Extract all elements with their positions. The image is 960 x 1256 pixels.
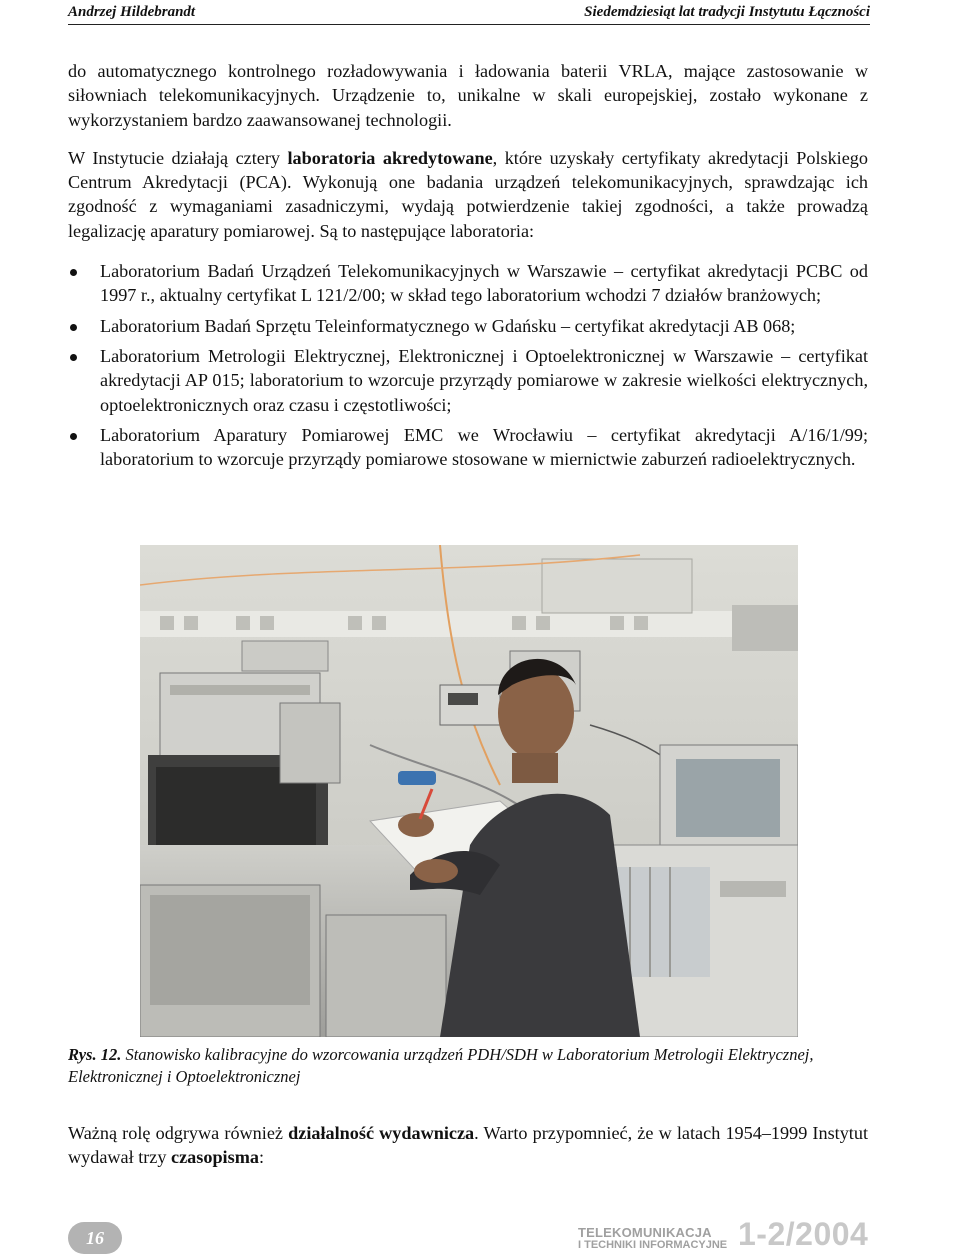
journal-brand <box>578 1226 727 1252</box>
running-header <box>68 0 870 24</box>
main-text <box>68 59 868 477</box>
journal-brand-line-2: I TECHNIKI INFORMACYJNE <box>578 1239 728 1251</box>
closing-paragraph <box>68 1121 868 1170</box>
journal-brand-line-1: TELEKOMUNIKACJA <box>578 1225 712 1240</box>
paragraph-2-bold: laboratoria akredytowane <box>287 147 493 168</box>
header-title: Siedemdziesiąt lat tradycji Instytutu Łączności <box>584 3 870 20</box>
lab-photo <box>140 545 798 1037</box>
paragraph-2 <box>68 146 868 243</box>
bullet-icon <box>70 324 77 331</box>
closing-bold-a: działalność wydawnicza <box>288 1123 475 1143</box>
journal-issue: 1-2/2004 <box>738 1216 869 1252</box>
figure-label: Rys. 12. <box>68 1045 122 1064</box>
list-item <box>68 423 868 472</box>
closing-bold-b: czasopisma <box>171 1147 259 1168</box>
laboratories-list <box>68 259 868 471</box>
paragraph-2-text-b: , które uzyskały certyfikaty akredytacji Polskiego Centrum Akredytacji (PCA). Wykonują one badania urządzeń telekomunikacyjnych, sprawdzając ich zgodność z wymaganiami zasadniczymi, wydają potwierdzenie takiej zgodności, a także prowadzą legalizację aparatury pomiarowej. Są to następujące laboratoria: <box>68 147 868 241</box>
header-author: Andrzej Hildebrandt <box>68 3 196 20</box>
list-item-text: Laboratorium Badań Sprzętu Teleinformatycznego w Gdańsku – certyfikat akredytacji AB 068; <box>100 315 796 336</box>
paragraph-1: do automatycznego kontrolnego rozładowywania i ładowania baterii VRLA, mające zastosowanie w siłowniach telekomunikacyjnych. Urządzenie to, unikalne w skali europejskiej, zostało wykonane z wykorzystaniem bardzo zaawansowanej technologii. <box>68 61 868 130</box>
list-item <box>68 259 868 308</box>
list-item-text: Laboratorium Aparatury Pomiarowej EMC we Wrocławiu – certyfikat akredytacji A/16/1/99; laboratorium to wzorcuje przyrządy pomiarowe stosowane w miernictwie zaburzeń radioelektrycznych. <box>100 424 868 470</box>
closing-text-b: . Warto przypomnieć, że w latach 1954–1999 Instytut wydawał trzy <box>68 1123 869 1168</box>
page-number: 16 <box>68 1222 122 1254</box>
bullet-icon <box>70 269 77 276</box>
list-item <box>68 314 868 338</box>
paragraph-2-text-a: W Instytucie działają cztery <box>68 147 288 168</box>
list-item-text: Laboratorium Metrologii Elektrycznej, Elektronicznej i Optoelektronicznej w Warszawie – certyfikat akredytacji AP 015; laboratorium to wzorcuje przyrządy pomiarowe w zakresie wielkości elektrycznych, optoelektronicznych oraz czasu i częstotliwości; <box>100 345 868 415</box>
bullet-icon <box>70 354 77 361</box>
closing-text-c: : <box>258 1147 264 1168</box>
header-rule <box>68 24 870 25</box>
closing-text-a: Ważną rolę odgrywa również <box>68 1123 289 1143</box>
bullet-icon <box>70 433 77 440</box>
figure-caption <box>68 1044 868 1088</box>
list-item-text: Laboratorium Badań Urządzeń Telekomunikacyjnych w Warszawie – certyfikat akredytacji PCBC od 1997 r., aktualny certyfikat L 121/2/00; w skład tego laboratorium wchodzi 7 działów branżowych; <box>100 261 868 306</box>
figure-caption-text: Stanowisko kalibracyjne do wzorcowania urządzeń PDH/SDH w Laboratorium Metrologii Elektrycznej, Elektronicznej i Optoelektronicznej <box>68 1045 814 1086</box>
list-item <box>68 344 868 417</box>
